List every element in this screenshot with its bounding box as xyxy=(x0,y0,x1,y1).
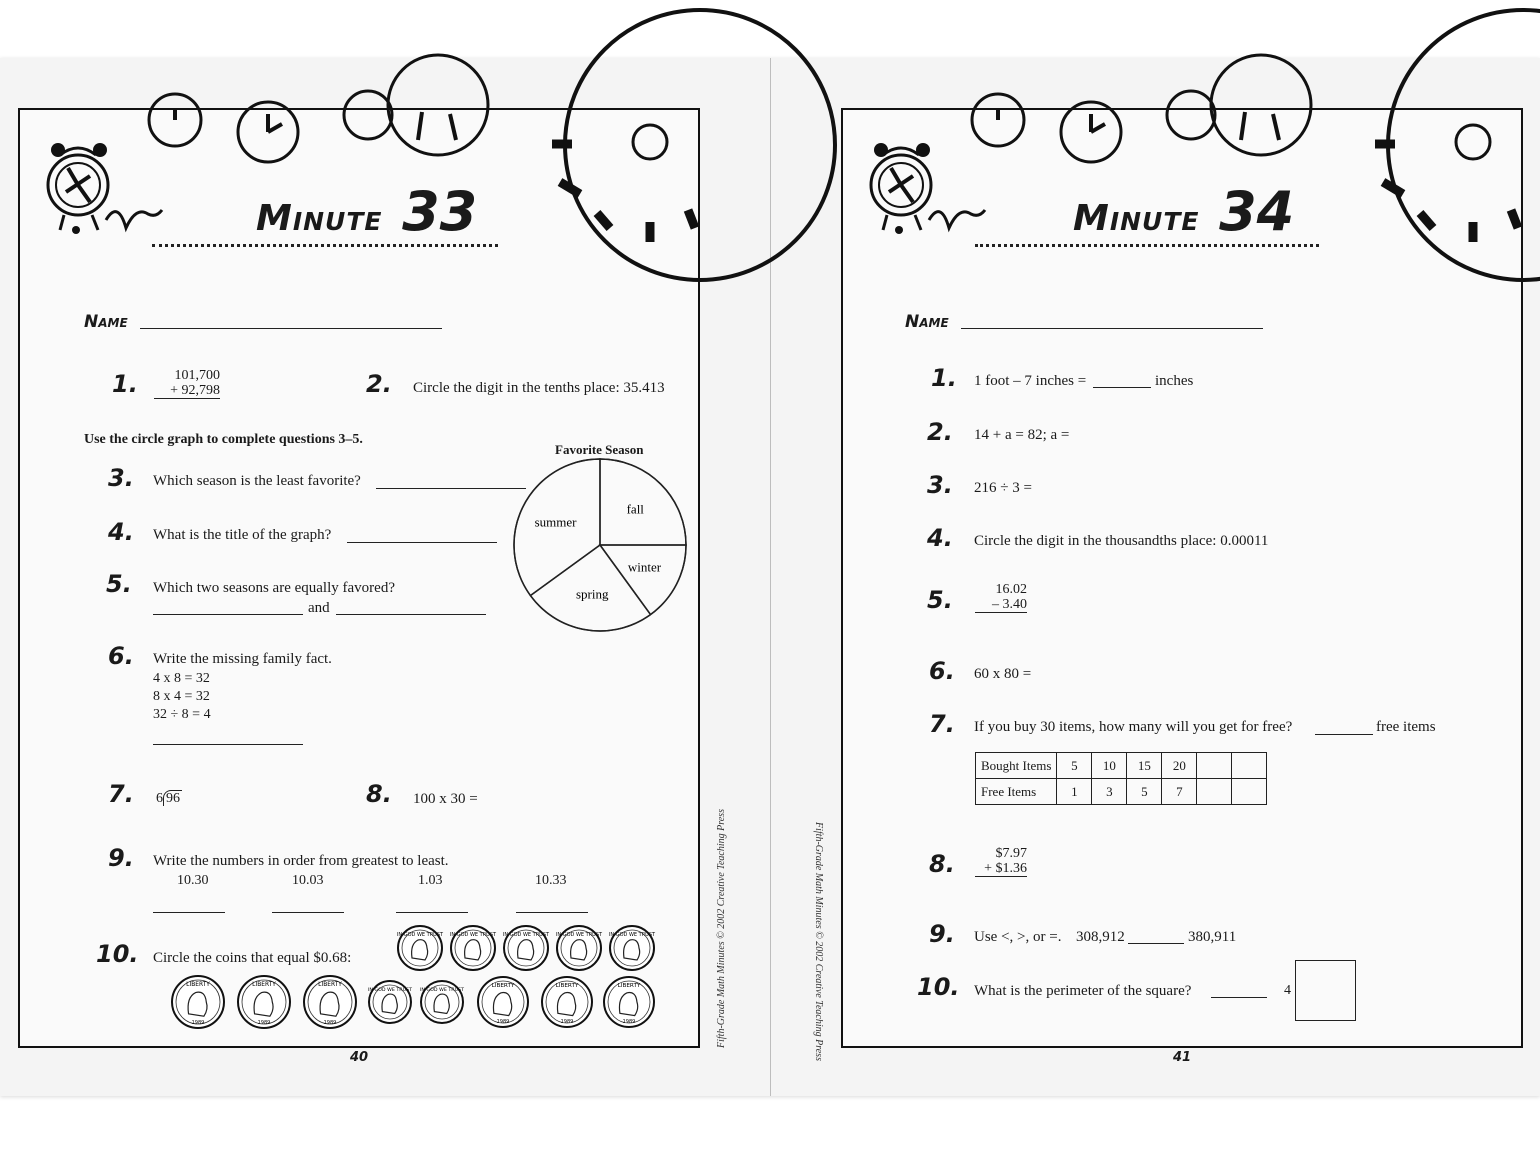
coin-dime[interactable] xyxy=(556,926,603,970)
addition-problem xyxy=(975,846,1027,877)
table-cell: 1 xyxy=(1057,779,1092,805)
addend-bottom: + $1.36 xyxy=(975,861,1027,877)
question-text: 100 x 30 = xyxy=(413,791,478,807)
coin-dime[interactable] xyxy=(609,926,656,970)
addend-bottom: + 92,798 xyxy=(154,383,220,399)
divisor: 6 xyxy=(156,791,163,806)
coin-nickel[interactable] xyxy=(420,981,464,1023)
svg-text:LIBERTY: LIBERTY xyxy=(186,982,210,988)
addition-problem xyxy=(154,368,220,399)
table-cell: 7 xyxy=(1162,779,1197,805)
compare-right-value: 380,911 xyxy=(1188,929,1237,945)
svg-text:LIBERTY: LIBERTY xyxy=(318,982,342,988)
svg-text:IN GOD WE TRUST: IN GOD WE TRUST xyxy=(555,932,603,938)
table-cell: 5 xyxy=(1127,779,1162,805)
question-text: 216 ÷ 3 = xyxy=(974,480,1032,496)
title-dotted-rule xyxy=(975,244,1319,247)
question-text: What is the title of the graph? xyxy=(153,527,332,543)
table-cell: Free Items xyxy=(976,779,1057,805)
question-text: Write the missing family fact. xyxy=(153,651,332,667)
coin-dime[interactable] xyxy=(450,926,497,970)
table-row xyxy=(976,779,1267,805)
answer-line[interactable] xyxy=(1211,997,1267,998)
question-text: Circle the coins that equal $0.68: xyxy=(153,950,352,966)
name-answer-line[interactable] xyxy=(961,328,1263,329)
name-label: Name xyxy=(905,312,949,332)
table-cell: 10 xyxy=(1092,753,1127,779)
question-number: 4. xyxy=(108,518,134,546)
question-number: 9. xyxy=(929,920,955,948)
svg-text:IN GOD WE TRUST: IN GOD WE TRUST xyxy=(368,988,412,993)
svg-text:LIBERTY: LIBERTY xyxy=(252,982,276,988)
question-text: Circle the digit in the thousandths place: 0.00011 xyxy=(974,533,1269,549)
question-number: 5. xyxy=(927,586,953,614)
question-number: 2. xyxy=(366,370,392,398)
answer-line[interactable] xyxy=(1093,387,1151,388)
question-number: 8. xyxy=(929,850,955,878)
question-text: If you buy 30 items, how many will you get for free? xyxy=(974,719,1293,735)
subtraction-problem xyxy=(975,582,1027,613)
minute-title-word: Minute xyxy=(256,198,383,239)
question-text: Which two seasons are equally favored? xyxy=(153,580,395,596)
decimal-value: 10.03 xyxy=(292,873,324,888)
subtrahend: – 3.40 xyxy=(975,597,1027,613)
svg-text:IN GOD WE TRUST: IN GOD WE TRUST xyxy=(420,988,464,993)
question-text: Circle the digit in the tenths place: 35.413 xyxy=(413,380,665,396)
question-number: 9. xyxy=(108,844,134,872)
table-cell: 3 xyxy=(1092,779,1127,805)
question-text: 1 foot – 7 inches = xyxy=(974,373,1087,389)
pie-label-summer: summer xyxy=(534,514,577,530)
coin-quarter[interactable] xyxy=(478,977,528,1027)
page-number: 40 xyxy=(350,1050,369,1065)
svg-text:1989: 1989 xyxy=(323,1020,337,1026)
answer-line[interactable] xyxy=(516,912,588,913)
copyright-spine-text: Fifth-Grade Math Minutes © 2002 Creative Teaching Press xyxy=(813,822,824,1061)
table-cell: 15 xyxy=(1127,753,1162,779)
coin-dime[interactable] xyxy=(503,926,550,970)
coin-images xyxy=(148,922,656,1034)
svg-text:IN GOD WE TRUST: IN GOD WE TRUST xyxy=(449,932,497,938)
svg-text:1989: 1989 xyxy=(191,1020,205,1026)
question-number: 10. xyxy=(96,940,139,968)
pie-label-spring: spring xyxy=(575,586,609,602)
question-number: 7. xyxy=(929,710,955,738)
answer-line[interactable] xyxy=(153,912,225,913)
title-dotted-rule xyxy=(152,244,498,247)
decimal-value: 10.33 xyxy=(535,873,567,888)
page-number: 41 xyxy=(1173,1050,1192,1065)
bought-free-table xyxy=(975,752,1267,805)
name-label: Name xyxy=(84,312,128,332)
question-text: Which season is the least favorite? xyxy=(153,473,361,489)
addend-top: $7.97 xyxy=(995,846,1027,861)
svg-text:1989: 1989 xyxy=(560,1019,574,1025)
long-division-problem xyxy=(156,791,182,807)
answer-line[interactable] xyxy=(376,488,526,489)
coin-quarter[interactable] xyxy=(542,977,592,1027)
coin-nickel[interactable] xyxy=(368,981,412,1023)
svg-text:LIBERTY: LIBERTY xyxy=(491,983,515,989)
table-cell: 20 xyxy=(1162,753,1197,779)
question-number: 5. xyxy=(106,570,132,598)
question-number: 1. xyxy=(112,370,138,398)
svg-text:1989: 1989 xyxy=(496,1019,510,1025)
answer-line[interactable] xyxy=(153,614,303,615)
graph-instruction: Use the circle graph to complete questions 3–5. xyxy=(84,432,363,447)
worksheet-page-40 xyxy=(18,108,700,1065)
svg-text:1989: 1989 xyxy=(257,1020,271,1026)
question-text: 14 + a = 82; a = xyxy=(974,427,1070,443)
svg-text:IN GOD WE TRUST: IN GOD WE TRUST xyxy=(396,932,444,938)
minuend: 16.02 xyxy=(995,582,1027,597)
family-fact: 32 ÷ 8 = 4 xyxy=(153,707,211,722)
table-cell: 5 xyxy=(1057,753,1092,779)
minute-title-number: 34 xyxy=(1219,180,1295,243)
question-number: 2. xyxy=(927,418,953,446)
answer-line[interactable] xyxy=(272,912,344,913)
question-number: 3. xyxy=(927,471,953,499)
table-cell[interactable] xyxy=(1232,779,1267,805)
joiner-text: and xyxy=(308,600,330,616)
dividend: 96 xyxy=(163,790,182,806)
svg-text:IN GOD WE TRUST: IN GOD WE TRUST xyxy=(608,932,656,938)
pie-label-fall: fall xyxy=(626,501,644,517)
question-text: What is the perimeter of the square? xyxy=(974,983,1192,999)
question-number: 8. xyxy=(366,780,392,808)
coin-quarter[interactable] xyxy=(172,976,224,1028)
favorite-season-pie-chart xyxy=(510,455,690,635)
question-number: 3. xyxy=(108,464,134,492)
family-fact: 4 x 8 = 32 xyxy=(153,671,210,686)
question-text: Write the numbers in order from greatest to least. xyxy=(153,853,449,869)
decimal-value: 1.03 xyxy=(418,873,443,888)
question-text: Use <, >, or =. xyxy=(974,929,1062,945)
coin-quarter[interactable] xyxy=(238,976,290,1028)
table-cell: Bought Items xyxy=(976,753,1057,779)
pie-label-winter: winter xyxy=(627,559,662,575)
question-number: 7. xyxy=(108,780,134,808)
family-fact: 8 x 4 = 32 xyxy=(153,689,210,704)
coin-dime[interactable] xyxy=(397,926,444,970)
answer-line[interactable] xyxy=(396,912,468,913)
suffix-text: inches xyxy=(1155,373,1194,389)
question-number: 6. xyxy=(929,657,955,685)
coin-quarter[interactable] xyxy=(304,976,356,1028)
answer-line[interactable] xyxy=(1315,734,1373,735)
square-side-label: 4 xyxy=(1284,983,1291,998)
table-row xyxy=(976,753,1267,779)
question-text: 60 x 80 = xyxy=(974,666,1032,682)
addend-top: 101,700 xyxy=(174,368,220,383)
svg-text:1989: 1989 xyxy=(622,1019,636,1025)
answer-line[interactable] xyxy=(1128,943,1184,944)
table-cell[interactable] xyxy=(1232,753,1267,779)
coin-quarter[interactable] xyxy=(604,977,654,1027)
question-number: 4. xyxy=(927,524,953,552)
answer-line[interactable] xyxy=(347,542,497,543)
chart-title: Favorite Season xyxy=(555,442,644,457)
worksheet-page-41 xyxy=(841,108,1523,1065)
compare-left-value: 308,912 xyxy=(1076,929,1125,945)
minute-title-number: 33 xyxy=(402,180,478,243)
suffix-text: free items xyxy=(1376,719,1436,735)
book-gutter xyxy=(770,58,771,1096)
svg-text:IN GOD WE TRUST: IN GOD WE TRUST xyxy=(502,932,550,938)
svg-text:LIBERTY: LIBERTY xyxy=(617,983,641,989)
answer-line[interactable] xyxy=(153,744,303,745)
table-cell[interactable] xyxy=(1197,753,1232,779)
svg-text:LIBERTY: LIBERTY xyxy=(555,983,579,989)
table-cell[interactable] xyxy=(1197,779,1232,805)
question-number: 10. xyxy=(917,973,960,1001)
minute-title-word: Minute xyxy=(1073,198,1200,239)
answer-line[interactable] xyxy=(336,614,486,615)
square-shape xyxy=(1295,960,1356,1021)
question-number: 1. xyxy=(931,364,957,392)
question-number: 6. xyxy=(108,642,134,670)
name-answer-line[interactable] xyxy=(140,328,442,329)
copyright-spine-text: Fifth-Grade Math Minutes © 2002 Creative Teaching Press xyxy=(716,809,727,1048)
decimal-value: 10.30 xyxy=(177,873,209,888)
